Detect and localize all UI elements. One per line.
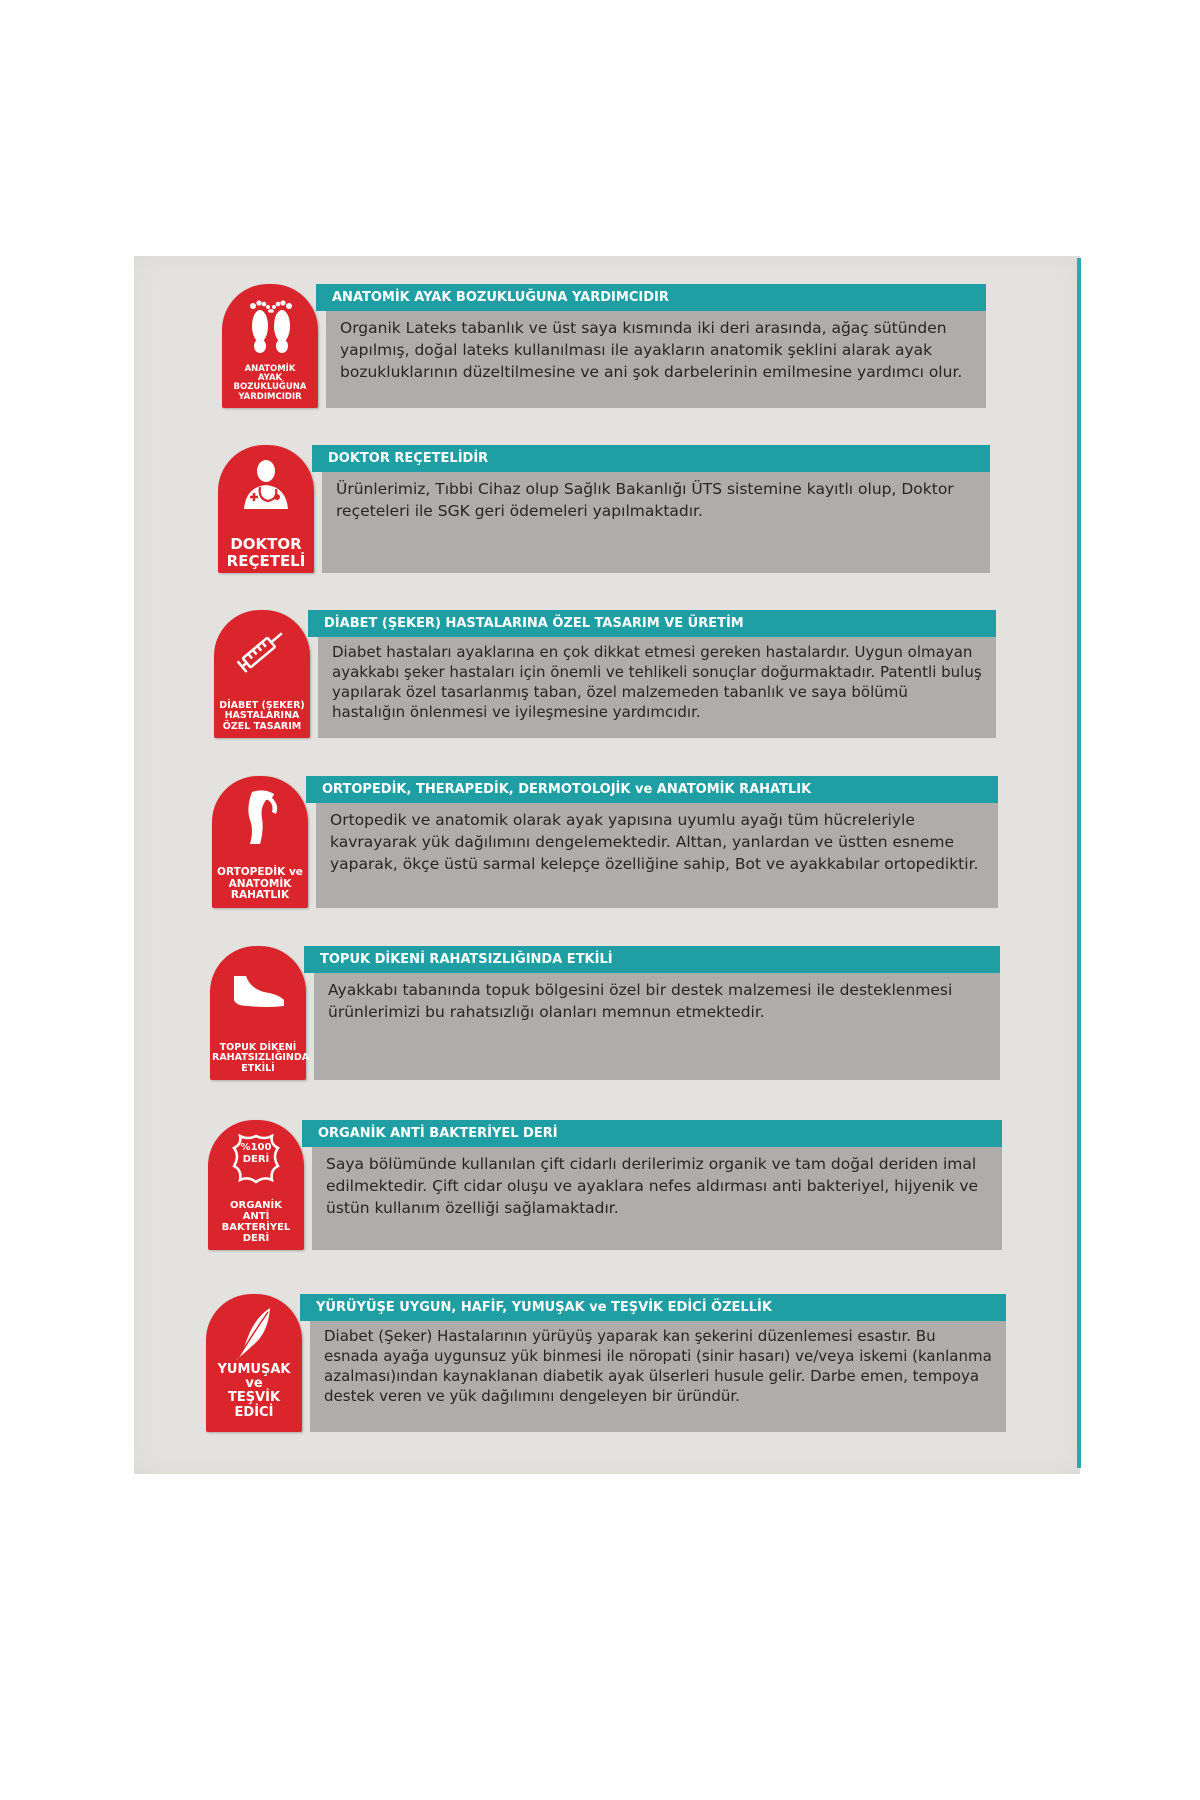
feature-text: Diabet hastaları ayaklarına en çok dikkat etmesi gereken hastalardır. Uygun olmayan ayakkabı şeker hastaları için önemli ve tehlikeli sonuçlar doğurmaktadır. Patentli buluş yapılarak özel tasarlanmış taban, özel malzemeden tabanlık ve saya bölümü hastalığın önlenmesi ve iyileşmesine yardımcıdır. bbox=[318, 637, 996, 738]
card-edge bbox=[1077, 258, 1081, 1468]
feature-leather bbox=[208, 1120, 1002, 1250]
doctor-icon bbox=[236, 453, 296, 517]
feature-orthopedic bbox=[212, 776, 998, 908]
feature-text: Ayakkabı tabanında topuk bölgesini özel bir destek malzemesi ile desteklenmesi ürünlerimizi bu rahatsızlığı olanları memnun etmektedir. bbox=[314, 973, 1000, 1080]
badge-label: TOPUK DİKENİ RAHATSIZLIĞINDA ETKİLİ bbox=[212, 1041, 310, 1074]
footprints-icon bbox=[240, 292, 300, 356]
feature-heel-spur bbox=[210, 946, 1000, 1080]
badge-label: DOKTOR REÇETELİ bbox=[226, 535, 306, 570]
badge-walking bbox=[206, 1294, 302, 1432]
feature-text: Organik Lateks tabanlık ve üst saya kısmında iki deri arasında, ağaç sütünden yapılmış, doğal lateks kullanılması ile ayakların anatomik şeklini alarak ayak bozukluklarının düzeltilmesine ve ani şok darbelerinin emilmesine yardımcı olur. bbox=[326, 311, 986, 408]
back-pain-icon bbox=[230, 784, 290, 848]
feature-title: ANATOMİK AYAK BOZUKLUĞUNA YARDIMCIDIR bbox=[316, 284, 986, 311]
badge-leather bbox=[208, 1120, 304, 1250]
feature-anatomic bbox=[222, 284, 986, 408]
badge-anatomic bbox=[222, 284, 318, 408]
badge-doctor bbox=[218, 445, 314, 573]
leather-text: %100 DERİ bbox=[240, 1142, 272, 1165]
feature-title: ORTOPEDİK, THERAPEDİK, DERMOTOLOJİK ve ANATOMİK RAHATLIK bbox=[306, 776, 998, 803]
feature-text: Saya bölümünde kullanılan çift cidarlı derilerimiz organik ve tam doğal deriden imal edilmektedir. Çift cidar oluşu ve ayaklara nefes aldırması anti bakteriyel, hijyenik ve üstün kullanım özelliği sağlamaktadır. bbox=[312, 1147, 1002, 1250]
feature-title: DİABET (ŞEKER) HASTALARINA ÖZEL TASARIM VE ÜRETİM bbox=[308, 610, 996, 637]
feature-walking bbox=[206, 1294, 1006, 1432]
badge-label: DİABET (ŞEKER) HASTALARINA ÖZEL TASARIM bbox=[219, 699, 305, 732]
badge-heel-spur bbox=[210, 946, 310, 1080]
badge-orthopedic bbox=[212, 776, 308, 908]
feature-title: ORGANİK ANTİ BAKTERİYEL DERİ bbox=[302, 1120, 1002, 1147]
foot-icon bbox=[228, 954, 288, 1018]
badge-label: ORTOPEDİK ve ANATOMİK RAHATLIK bbox=[217, 866, 303, 902]
feature-diabetes bbox=[214, 610, 996, 738]
feather-icon bbox=[224, 1302, 284, 1366]
feature-title: DOKTOR REÇETELİDİR bbox=[312, 445, 990, 472]
feature-doctor bbox=[218, 445, 990, 573]
badge-label: ORGANİK ANTİ BAKTERİYEL DERİ bbox=[221, 1200, 291, 1244]
badge-label: YUMUŞAK ve TEŞVİK EDİCİ bbox=[217, 1361, 291, 1420]
badge-diabetes bbox=[214, 610, 310, 738]
feature-text: Ürünlerimiz, Tıbbi Cihaz olup Sağlık Bakanlığı ÜTS sistemine kayıtlı olup, Doktor reçeteleri ile SGK geri ödemeleri yapılmaktadır. bbox=[322, 472, 990, 573]
feature-title: TOPUK DİKENİ RAHATSIZLIĞINDA ETKİLİ bbox=[304, 946, 1000, 973]
feature-text: Ortopedik ve anatomik olarak ayak yapısına uyumlu ayağı tüm hücreleriyle kavrayarak yük dağılımını dengelemektedir. Alttan, yanlardan ve üstten esneme yaparak, ökçe üstü sarmal kelepçe özelliğine sahip, Bot ve ayakkabılar ortopediktir. bbox=[316, 803, 998, 908]
badge-label: ANATOMİK AYAK BOZUKLUĞUNA YARDIMCIDIR bbox=[233, 363, 307, 402]
syringe-icon bbox=[232, 618, 292, 682]
feature-title: YÜRÜYÜŞE UYGUN, HAFİF, YUMUŞAK ve TEŞVİK EDİCİ ÖZELLİK bbox=[300, 1294, 1006, 1321]
feature-text: Diabet (Şeker) Hastalarının yürüyüş yaparak kan şekerini düzenlemesi esastır. Bu esnada ayağa uygunsuz yük binmesi ile nöropati (sinir hasarı) ve/veya iskemi (kanlanma azalması)ından kaynaklanan diabetik ayak ülserleri husule gelir. Darbe emen, tempoya destek veren ve yük dağılımını dengeleyen bir üründür. bbox=[310, 1321, 1006, 1432]
